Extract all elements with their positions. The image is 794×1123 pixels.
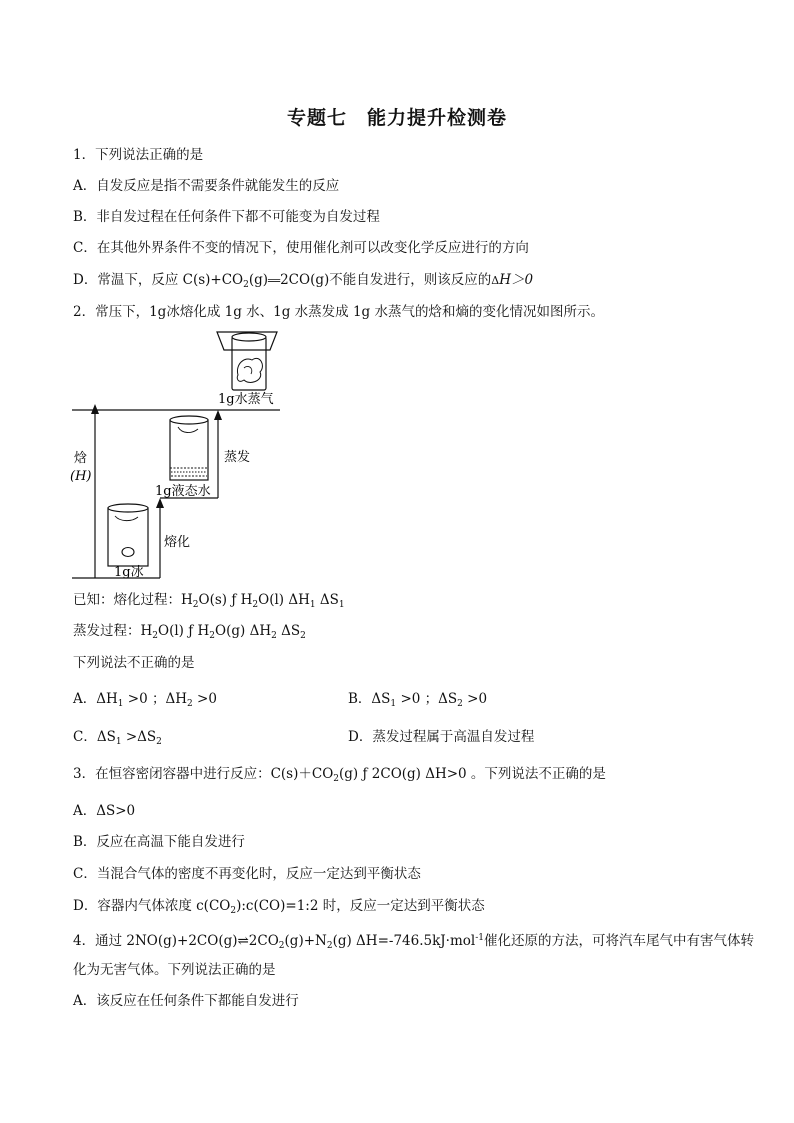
- q2-a-2: >0 ；ΔH: [123, 691, 188, 707]
- q2-ask: 下列说法不正确的是: [73, 655, 195, 671]
- q2-option-d: D．蒸发过程属于高温自发过程: [348, 729, 535, 745]
- subscript-2: 2: [326, 941, 333, 951]
- subscript-2: 2: [192, 600, 199, 610]
- delta-symbol: Δ: [491, 274, 500, 287]
- q1-option-a: A．自发反应是指不需要条件就能发生的反应: [73, 178, 340, 194]
- subscript-2: 2: [209, 631, 216, 641]
- q2-stem: 2．常压下，1g冰熔化成 1g 水、1g 水蒸发成 1g 水蒸气的焓和熵的变化情况如图所示。: [73, 304, 604, 320]
- evaporate-label: 蒸发: [224, 450, 251, 465]
- subscript-1: 1: [117, 699, 124, 709]
- subscript-1: 1: [338, 600, 345, 610]
- q4-stem-line2: 化为无害气体。下列说法正确的是: [73, 962, 276, 978]
- page-title: 专题七 能力提升检测卷: [286, 107, 507, 129]
- subscript-2: 2: [271, 631, 277, 641]
- known-melt-a: 已知：熔化过程：H: [73, 592, 193, 608]
- known-evap-a: 蒸发过程：H: [73, 623, 153, 639]
- q2-b-1: B．ΔS: [348, 691, 391, 707]
- q2-c-2: >ΔS: [121, 729, 157, 745]
- known-evap-c: O(g) ΔH: [215, 623, 272, 639]
- q3-option-c: C．当混合气体的密度不再变化时，反应一定达到平衡状态: [73, 866, 421, 882]
- q3-option-a: A．ΔS>0: [73, 803, 136, 819]
- subscript-1: 1: [309, 600, 316, 610]
- liquid-water-container-icon: [170, 416, 208, 480]
- q4-stem-c: (g) ΔH=-746.5kJ·mol: [332, 933, 476, 949]
- q1-stem: 1．下列说法正确的是: [73, 147, 204, 163]
- known-melt-c: O(l) ΔH: [258, 592, 310, 608]
- q3-stem-b: (g) ƒ 2CO(g) ΔH>0 。下列说法不正确的是: [339, 766, 606, 782]
- subscript-2: 2: [156, 737, 162, 747]
- subscript-2: 2: [152, 631, 159, 641]
- subscript-2: 2: [187, 699, 193, 709]
- q1-option-c: C．在其他外界条件不变的情况下，使用催化剂可以改变化学反应进行的方向: [73, 240, 529, 256]
- melt-arrow: [156, 498, 164, 578]
- q3-d-a: D．容器内气体浓度 c(CO: [73, 898, 231, 914]
- q3-d-b: ):c(CO)=1:2 时，反应一定达到平衡状态: [236, 898, 485, 914]
- vapor-label: 1g水蒸气: [218, 392, 274, 407]
- q2-known-evaporate: [73, 622, 306, 645]
- q1-d-tail: H＞0: [499, 272, 534, 288]
- q2-option-a: [73, 690, 217, 713]
- q1-option-b: B．非自发过程在任何条件下都不可能变为自发过程: [73, 209, 380, 225]
- ice-label: 1g冰: [114, 565, 144, 580]
- known-evap-b: O(l) ƒ H: [158, 623, 210, 639]
- subscript-2: 2: [243, 280, 249, 290]
- q3-option-b: B．反应在高温下能自发进行: [73, 834, 245, 850]
- q1-d-prefix: D．常温下，反应 C(s)+CO: [73, 272, 244, 288]
- enthalpy-axis: [91, 404, 99, 578]
- q3-option-d: [73, 897, 485, 920]
- subscript-2: 2: [230, 906, 237, 916]
- superscript-minus-1: -1: [475, 933, 484, 943]
- ice-container-icon: [108, 504, 148, 566]
- subscript-2: 2: [278, 941, 285, 951]
- q2-b-2: >0 ；ΔS: [396, 691, 458, 707]
- q2-known-melt: [73, 591, 345, 614]
- subscript-2: 2: [252, 600, 259, 610]
- axis-label-h: (H): [70, 469, 92, 484]
- q2-a-3: >0: [192, 691, 217, 707]
- liquid-label: 1g液态水: [155, 484, 211, 499]
- vapor-container-icon: [217, 332, 277, 390]
- known-evap-d: ΔS: [276, 623, 301, 639]
- subscript-1: 1: [390, 699, 397, 709]
- subscript-2: 2: [457, 699, 463, 709]
- q2-option-b: [348, 690, 487, 713]
- known-melt-d: ΔS: [315, 592, 339, 608]
- melt-label: 熔化: [164, 535, 191, 550]
- enthalpy-diagram: [0, 320, 794, 590]
- q4-option-a: A．该反应在任何条件下都能自发进行: [73, 993, 299, 1009]
- subscript-2: 2: [300, 631, 306, 641]
- q4-stem-b: (g)+N: [284, 933, 327, 949]
- q1-d-mid: (g): [248, 272, 269, 288]
- q3-stem: [73, 765, 606, 788]
- subscript-1: 1: [115, 737, 122, 747]
- axis-label-enthalpy: 焓: [74, 451, 88, 466]
- q4-stem-d: 催化还原的方法，可将汽车尾气中有害气体转: [484, 933, 754, 949]
- q4-stem: [73, 929, 754, 955]
- known-melt-b: O(s) ƒ H: [198, 592, 253, 608]
- q2-b-3: >0: [462, 691, 488, 707]
- equilibrium-arrow: ══: [268, 276, 281, 287]
- q4-stem-a: 4．通过 2NO(g)+2CO(g)⇌2CO: [73, 933, 279, 949]
- q2-c-1: C．ΔS: [73, 729, 116, 745]
- q2-a-1: A．ΔH: [73, 691, 118, 707]
- evaporate-arrow: [214, 410, 222, 498]
- q1-d-suffix: 2CO(g)不能自发进行，则该反应的: [280, 272, 492, 288]
- q2-option-c: [73, 728, 162, 751]
- subscript-2: 2: [333, 774, 340, 784]
- q1-option-d: [73, 271, 533, 294]
- q3-stem-a: 3．在恒容密闭容器中进行反应：C(s)＋CO: [73, 766, 334, 782]
